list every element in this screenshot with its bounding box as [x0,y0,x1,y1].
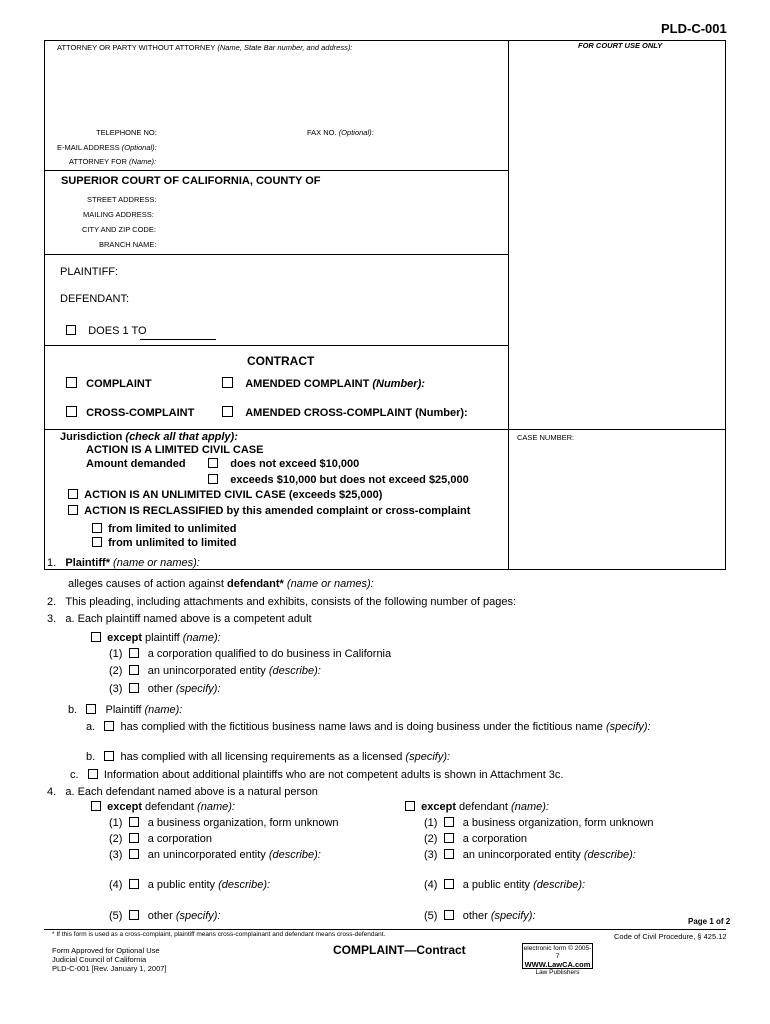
form-title: COMPLAINT—Contract [333,943,466,957]
except-defendant-option-left[interactable]: except defendant (name): [91,801,235,813]
from-unlimited-option[interactable]: from unlimited to limited [92,537,236,549]
divider-parties [44,345,508,346]
except-defendant-checkbox-right[interactable] [405,801,415,811]
fax-label: FAX NO. (Optional): [307,128,374,137]
defendant-corporation-checkbox-right[interactable] [444,833,454,843]
item-3b-b[interactable]: b. has complied with all licensing requirements as a licensed (specify): [86,751,451,763]
plaintiff-unincorporated-option[interactable]: (2) an unincorporated entity (describe): [109,665,321,677]
defendant-unincorporated-option-right[interactable]: (3) an unincorporated entity (describe): [424,849,636,861]
street-address-label: STREET ADDRESS: [87,195,157,204]
caption-title: CONTRACT [247,354,315,368]
item-3c-checkbox[interactable] [88,769,98,779]
defendant-unincorporated-checkbox-left[interactable] [129,849,139,859]
amended-cross-complaint-checkbox[interactable] [222,406,233,417]
code-reference: Code of Civil Procedure, § 425.12 [614,932,727,941]
not-exceed-checkbox[interactable] [208,458,218,468]
unlimited-checkbox[interactable] [68,489,78,499]
item-3: 3. a. Each plaintiff named above is a competent adult [47,613,312,625]
mailing-address-label: MAILING ADDRESS: [83,210,154,219]
defendant-public-option-right[interactable]: (4) a public entity (describe): [424,879,586,891]
defendant-other-checkbox-right[interactable] [444,910,454,920]
except-defendant-option-right[interactable]: except defendant (name): [405,801,549,813]
does-number-line[interactable] [140,339,216,340]
defendant-unincorporated-option-left[interactable]: (3) an unincorporated entity (describe): [109,849,321,861]
form-id: PLD-C-001 [661,21,727,36]
case-number-divider [508,429,509,570]
item-3b-checkbox[interactable] [86,704,96,714]
email-label: E-MAIL ADDRESS (Optional): [57,143,157,152]
jurisdiction-label: Jurisdiction (check all that apply): [60,431,238,443]
item-3b[interactable]: b. Plaintiff (name): [68,704,183,716]
plaintiff-other-checkbox[interactable] [129,683,139,693]
from-limited-checkbox[interactable] [92,523,102,533]
attorney-for-label: ATTORNEY FOR (Name): [69,157,157,166]
defendant-public-checkbox-left[interactable] [129,879,139,889]
court-use-divider [508,40,509,430]
court-title: SUPERIOR COURT OF CALIFORNIA, COUNTY OF [61,175,321,187]
from-unlimited-checkbox[interactable] [92,537,102,547]
defendant-unincorporated-checkbox-right[interactable] [444,849,454,859]
plaintiff-other-option[interactable]: (3) other (specify): [109,683,221,695]
amended-complaint-checkbox[interactable] [222,377,233,388]
defendant-other-option-left[interactable]: (5) other (specify): [109,910,221,922]
item-3b-a[interactable]: a. has complied with the fictitious business name laws and is doing business under the fictitious name (specify): [86,721,651,733]
city-zip-label: CITY AND ZIP CODE: [82,225,156,234]
item-2: 2. This pleading, including attachments and exhibits, consists of the following number of pages: [47,596,517,608]
licensing-checkbox[interactable] [104,751,114,761]
except-plaintiff-checkbox[interactable] [91,632,101,642]
defendant-corporation-checkbox-left[interactable] [129,833,139,843]
amended-cross-complaint-option[interactable]: AMENDED CROSS-COMPLAINT (Number): [222,406,468,419]
telephone-label: TELEPHONE NO: [96,128,157,137]
case-number-label: CASE NUMBER: [517,433,575,442]
item-1-alleges: alleges causes of action against defendant* (name or names): [68,578,374,590]
defendant-other-checkbox-left[interactable] [129,910,139,920]
reclassified-checkbox[interactable] [68,505,78,515]
defendant-corporation-option-right[interactable]: (2) a corporation [424,833,527,845]
court-use-label: FOR COURT USE ONLY [578,41,663,50]
defendant-label: DEFENDANT: [60,293,130,305]
defendant-public-checkbox-right[interactable] [444,879,454,889]
exceeds-option[interactable]: exceeds $10,000 but does not exceed $25,000 [208,474,469,486]
amended-complaint-option[interactable]: AMENDED COMPLAINT (Number): [222,377,425,390]
plaintiff-corporation-checkbox[interactable] [129,648,139,658]
divider-caption [44,429,726,430]
defendant-corporation-option-left[interactable]: (2) a corporation [109,833,212,845]
defendant-business-option-right[interactable]: (1) a business organization, form unknown [424,817,654,829]
attorney-label: ATTORNEY OR PARTY WITHOUT ATTORNEY (Name, State Bar number, and address): [57,43,353,52]
plaintiff-label: PLAINTIFF: [60,266,119,278]
from-limited-option[interactable]: from limited to unlimited [92,523,236,535]
unlimited-option[interactable]: ACTION IS AN UNLIMITED CIVIL CASE (exceeds $25,000) [68,489,382,501]
item-1: 1. Plaintiff* (name or names): [47,557,200,569]
not-exceed-option[interactable]: does not exceed $10,000 [208,458,359,470]
defendant-business-option-left[interactable]: (1) a business organization, form unknown [109,817,339,829]
defendant-other-option-right[interactable]: (5) other (specify): [424,910,536,922]
amount-demanded-label: Amount demanded [86,458,186,470]
reclassified-option[interactable]: ACTION IS RECLASSIFIED by this amended complaint or cross-complaint [68,505,470,517]
does-row: DOES 1 TO [66,325,147,337]
cross-complaint-option[interactable]: CROSS-COMPLAINT [66,406,194,419]
form-approval: Form Approved for Optional Use Judicial Council of California PLD-C-001 [Rev. January 1, 2007] [52,946,167,973]
defendant-public-option-left[interactable]: (4) a public entity (describe): [109,879,271,891]
except-plaintiff-option[interactable]: except plaintiff (name): [91,632,221,644]
divider-court [44,254,508,255]
footnote: * If this form is used as a cross-complaint, plaintiff means cross-complainant and defendant means cross-defendant. [52,931,386,938]
except-defendant-checkbox-left[interactable] [91,801,101,811]
page-number: Page 1 of 2 [688,917,731,926]
does-checkbox[interactable] [66,325,76,335]
plaintiff-corporation-option[interactable]: (1) a corporation qualified to do business in California [109,648,392,660]
item-3c[interactable]: c. Information about additional plaintiffs who are not competent adults is shown in Attachment 3c. [70,769,564,781]
fictitious-name-checkbox[interactable] [104,721,114,731]
defendant-business-checkbox-right[interactable] [444,817,454,827]
divider-attorney [44,170,508,171]
footer-rule [44,929,726,930]
branch-name-label: BRANCH NAME: [99,240,157,249]
exceeds-checkbox[interactable] [208,474,218,484]
cross-complaint-checkbox[interactable] [66,406,77,417]
defendant-business-checkbox-left[interactable] [129,817,139,827]
plaintiff-unincorporated-checkbox[interactable] [129,665,139,675]
item-4: 4. a. Each defendant named above is a natural person [47,786,318,798]
complaint-checkbox[interactable] [66,377,77,388]
publisher-stamp: electronic form © 2005-7 WWW.LawCA.com Law Publishers [523,945,592,976]
limited-case-label: ACTION IS A LIMITED CIVIL CASE [86,444,264,456]
complaint-option[interactable]: COMPLAINT [66,377,152,390]
